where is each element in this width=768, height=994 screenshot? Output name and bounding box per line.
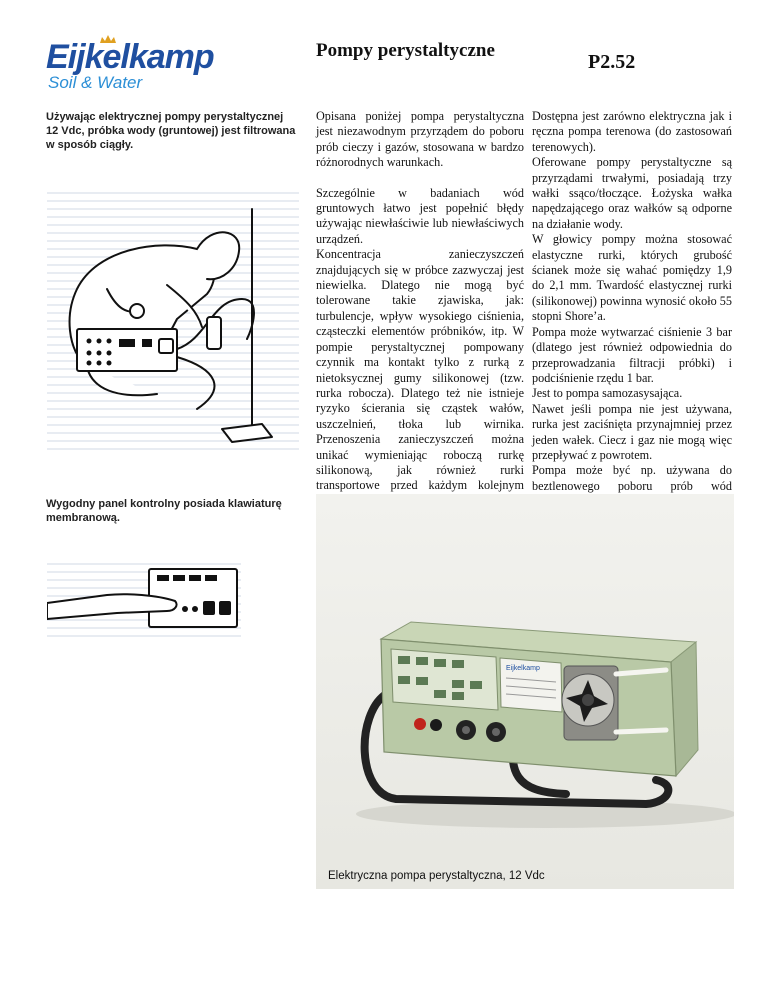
pump-photo [316, 494, 734, 889]
pump-device-drawing [316, 494, 734, 889]
logo-brand: Eijkelkamp [46, 38, 214, 76]
product-code: P2.52 [588, 51, 636, 73]
sampling-illustration [46, 188, 300, 455]
text-column-left [316, 109, 524, 509]
illustration-caption-panel: Wygodny panel kontrolny posiada klawiaturę membranową. [46, 498, 282, 524]
photo-caption: Elektryczna pompa perystaltyczna, 12 Vdc [328, 870, 545, 882]
paragraph: Szczególnie w badaniach wód gruntowych łatwo jest popełnić błędy używając niewłaściwie lub niewłaściwych urządzeń. [316, 185, 524, 246]
paragraph: Koncentracja zanieczyszczeń znajdujących się w próbce zazwyczaj jest niewielka. Dlatego nie mogą być tolerowane takie zjawiska, jak: turbulencje, wpływ wysokiego ciśnienia, cząsteczki elementów próbników, itp. W pompie perystaltycznej pompowany czynnik ma kontakt tylko z rurką z nietoksycznej gumy silikonowej (tzw. rurka robocza). Dlatego też nie istnieje ryzyko ścierania się cząstek wałów, uszczelnień, tłoka lub wirnika. Przenoszenia zanieczyszczeń można unikać wymieniając roboczą rurkę silikonową, jak również rurki transportowe przed każdym kolejnym [316, 247, 524, 493]
text-column-right [532, 109, 732, 556]
paragraph: Nawet jeśli pompa nie jest używana, rurka jest zaciśnięta przynajmniej przez jeden wałek. Ciecz i gaz nie mogą więc przepływać z powrotem. [532, 401, 732, 462]
paragraph: Pompa może wytwarzać ciśnienie 3 bar (dlatego jest również odpowiednia do przeprowadzania filtracji próbki) i podciśnienie rzędu 1 bar. [532, 324, 732, 385]
page-title: Pompy perystaltyczne [316, 40, 495, 61]
paragraph: W głowicy pompy można stosować elastyczne rurki, których grubość ścianek może się wahać pomiędzy 1,9 do 2,1 mm. Twardość elastycznej rurki (silikonowej) powinna wynosić około 55 stopni Shore’a. [532, 232, 732, 324]
paragraph: Jest to pompa samozasysająca. [532, 386, 683, 401]
paragraph: Pompa może być np. używana do beztlenowego poboru prób wód [532, 463, 732, 493]
paragraph: Oferowane pompy perystaltyczne są przyrządami trwałymi, posiadają trzy wałki ssąco/tłoczące. Łożyska wałka napędzającego oraz wałków są odporne na działanie wody. [532, 155, 732, 231]
keypad-illustration [46, 558, 242, 642]
paragraph: Dostępna jest zarówno elektryczna jak i ręczna pompa terenowa (do zastosowań terenowych). [532, 109, 732, 154]
paragraph: Opisana poniżej pompa perystaltyczna jest niezawodnym przyrządem do poboru prób cieczy i gazów, stosowana w bardzo różnorodnych warunkach. [316, 109, 524, 170]
logo-subtitle: Soil & Water [48, 73, 143, 92]
company-logo [38, 36, 238, 96]
illustration-caption-top: Używając elektrycznej pompy perystaltycznej 12 Vdc, próbka wody (gruntowej) jest filtrowana w sposób ciągły. [46, 111, 296, 151]
device-brand-label: Eijkelkamp [506, 665, 540, 672]
